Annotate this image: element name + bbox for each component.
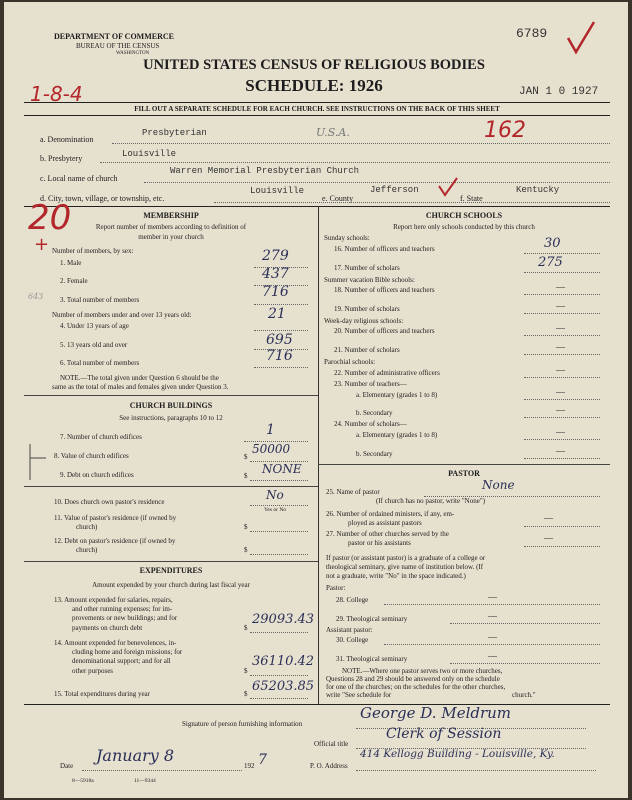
q17-value: 275 [538,255,563,270]
presbytery-label: b. Presbytery [40,154,83,163]
q21-line [524,354,600,355]
schools-rule [318,464,610,465]
date-label: Date [60,762,74,770]
q9-value: NONE [262,462,302,476]
membership-heading: MEMBERSHIP [143,211,199,220]
q31-label: 31. Theological seminary [336,655,408,663]
church-name-value: Warren Memorial Presbyterian Church [170,166,360,176]
city-name: WASHINGTON [116,51,150,56]
yes-or-no-hint: Yes or No [264,507,287,513]
denomination-line [112,143,610,144]
pastor-note-4: write "See schedule for [326,691,392,699]
q19-line [524,313,600,314]
county-check-mark [436,176,460,198]
id-section-rule [24,206,610,207]
q11-label-a: 11. Value of pastor's residence (if owned by [54,514,177,522]
q19-value: — [556,301,565,311]
q3-value: 716 [262,284,289,300]
body-bottom-rule [24,704,610,705]
pastor-note-1: NOTE.—Where one pastor serves two or more churches, [342,667,503,675]
q23b-label: b. Secondary [356,409,393,417]
q2-label: 2. Female [60,277,88,285]
q15-line [250,698,308,699]
church-name-label: c. Local name of church [40,174,118,183]
margin-arrow [26,442,50,482]
denomination-value: Presbyterian [142,128,207,138]
date-stamp: JAN 1 0 1927 [519,86,599,98]
q14-value: 36110.42 [252,654,315,669]
q12-label-b: church) [76,546,98,554]
q14-line-3: denominational support; and for all [72,657,171,665]
margin-pencil-643: 643 [28,292,44,301]
official-title-value: Clerk of Session [386,726,502,742]
date-year-printed: 192 [244,762,255,770]
margin-red-20: 20 [28,198,72,238]
q9-dollar: $ [244,472,248,480]
q28-label: 28. College [336,596,369,604]
q21-label: 21. Number of scholars [334,346,400,354]
q3-label: 3. Total number of members [60,296,140,304]
membership-note-2: same as the total of males and females given under Question 3. [52,383,229,391]
q11-label-b: church) [76,523,98,531]
q13-line-1: 13. Amount expended for salaries, repairs, [54,596,173,604]
q11-dollar: $ [244,523,248,531]
q20-line [524,335,600,336]
q7-label: 7. Number of church edifices [60,433,142,441]
date-year-hand: 7 [258,752,267,768]
q29-line [450,623,600,624]
grad-intro-1: If pastor (or assistant pastor) is a graduate of a college or [326,554,486,562]
presbytery-line [100,162,610,163]
q5-label: 5. 13 years old and over [60,341,128,349]
census-schedule-page [4,2,628,798]
q9-label: 9. Debt on church edifices [60,471,134,479]
q13-line-3: provements or new buildings; and for [72,614,178,622]
q3-line [254,304,308,305]
parochial-schools-label: Parochial schools: [324,358,376,366]
q12-line [250,554,308,555]
signature-value: George D. Meldrum [360,704,512,722]
q22-line [524,377,600,378]
county-value: Jefferson [370,185,419,195]
q14-line-1: 14. Amount expended for benevolences, in- [54,639,177,647]
q27-label-a: 27. Number of other churches served by the [326,530,449,538]
header-rule-top [24,102,610,103]
header-rule-bottom [24,115,610,116]
date-value: January 8 [96,746,175,765]
q6-label: 6. Total number of members [60,359,140,367]
pastor-note-3: for one of the churches; on the schedules for the other churches, [326,683,506,691]
q14-line [250,675,308,676]
q18-label: 18. Number of officers and teachers [334,286,435,294]
pastor-note-2: Questions 28 and 29 should be answered only on the schedule [326,675,500,683]
q30-value: — [488,632,497,642]
q12-dollar: $ [244,546,248,554]
red-check-mark [564,18,598,58]
schools-heading: CHURCH SCHOOLS [425,211,503,220]
q29-label: 29. Theological seminary [336,615,408,623]
q8-label: 8. Value of church edifices [54,452,129,460]
q21-value: — [556,342,565,352]
q16-line [524,253,600,254]
q13-line [250,632,308,633]
q25-note: (If church has no pastor, write "None") [376,497,486,505]
separate-schedule-instruction: FILL OUT A SEPARATE SCHEDULE FOR EACH CHURCH. SEE INSTRUCTIONS ON THE BACK OF THIS SHEET [134,105,500,113]
q17-line [524,272,600,273]
po-address-line [356,770,596,771]
q13-line-4: payments on church debt [72,624,143,632]
q10-line [250,505,308,506]
presbytery-value: Louisville [122,149,177,159]
grad-intro-2: theological seminary, give name of institution below. (If [326,563,484,571]
membership-rule [24,395,318,396]
q26-label-a: 26. Number of ordained ministers, if any, em- [326,510,455,518]
q6-line [254,367,308,368]
q13-dollar: $ [244,624,248,632]
state-value: Kentucky [516,185,560,195]
state-label: f. State [460,194,483,203]
expenditures-intro: Amount expended by your church during last fiscal year [92,581,250,589]
q31-line [450,663,600,664]
q10-value: No [266,488,284,502]
q22-label: 22. Number of administrative officers [334,369,440,377]
q10-label: 10. Does church own pastor's residence [54,498,165,506]
q24b-value: — [556,446,565,456]
church-name-line [144,182,610,183]
q28-line [384,604,600,605]
q13-line-2: and other running expenses; for im- [72,605,173,613]
q23b-line [524,417,600,418]
q24a-value: — [556,427,565,437]
q18-value: — [556,282,565,292]
margin-red-plus: + [34,234,50,255]
q26-value: — [544,513,553,523]
county-label: e. County [322,194,354,203]
summer-schools-label: Summer vacation Bible schools: [324,276,415,284]
membership-note-1: NOTE.—The total given under Question 6 should be the [60,374,219,382]
sunday-schools-label: Sunday schools: [324,234,370,242]
column-divider [318,206,319,704]
q25-label: 25. Name of pastor [326,488,380,496]
membership-intro-2: member in your church [138,233,204,241]
q20-value: — [556,323,565,333]
q15-dollar: $ [244,690,248,698]
form-title: UNITED STATES CENSUS OF RELIGIOUS BODIES [143,57,485,73]
q20-label: 20. Number of officers and teachers [334,327,435,335]
q23a-label: a. Elementary (grades 1 to 8) [356,391,438,399]
q11-line [250,531,308,532]
q7-value: 1 [266,422,275,438]
q15-value: 65203.85 [252,679,315,694]
q12-label-a: 12. Debt on pastor's residence (if owned by [54,537,176,545]
q1-label: 1. Male [60,259,82,267]
q24b-line [524,458,600,459]
debt-rule [24,486,318,487]
denomination-note: U.S.A. [316,126,350,139]
signature-label: Signature of person furnishing information [182,720,303,728]
q30-label: 30. College [336,636,369,644]
q24-label: 24. Number of scholars— [334,420,407,428]
q23a-value: — [556,387,565,397]
q13-value: 29093.43 [252,612,315,627]
q17-label: 17. Number of scholars [334,264,400,272]
q24a-label: a. Elementary (grades 1 to 8) [356,431,438,439]
q24a-line [524,439,600,440]
red-code: 1-8-4 [30,82,83,106]
q30-line [384,644,600,645]
q29-value: — [488,611,497,621]
q14-line-4: other purposes [72,667,114,675]
q4-label: 4. Under 13 years of age [60,322,129,330]
q27-label-b: pastor or his assistants [348,539,411,547]
form-number-2: 11—9344 [134,778,156,784]
age-intro: Number of members under and over 13 years old: [52,311,192,319]
by-sex-label: Number of members, by sex: [52,247,134,255]
q24b-label: b. Secondary [356,450,393,458]
pastor-note-5: church." [512,691,536,699]
q4-value: 21 [268,306,286,322]
q19-label: 19. Number of scholars [334,305,400,313]
pastor-heading: PASTOR [448,469,480,478]
expenditures-heading: EXPENDITURES [139,566,203,575]
q23a-line [524,399,600,400]
q16-value: 30 [544,236,561,251]
denomination-red-code: 162 [484,118,526,143]
pastor-sub-label: Pastor: [326,584,346,592]
q16-label: 16. Number of officers and teachers [334,245,435,253]
q8-value: 50000 [252,442,291,456]
q4-line [254,330,308,331]
membership-intro-1: Report number of members according to definition of [95,223,247,231]
q8-dollar: $ [244,453,248,461]
q26-label-b: ployed as assistant pastors [348,519,422,527]
q2-value: 437 [262,266,289,282]
q31-value: — [488,651,497,661]
assistant-pastor-label: Assistant pastor: [326,626,373,634]
q9-line [250,480,308,481]
po-address-value: 414 Kellogg Building - Louisville, Ky. [360,748,555,760]
q5-value: 695 [266,332,293,348]
q14-dollar: $ [244,667,248,675]
schools-intro: Report here only schools conducted by this church [393,223,535,231]
denomination-label: a. Denomination [40,135,94,144]
q27-value: — [544,533,553,543]
date-line [82,770,242,771]
form-number: 8—5918a [72,778,94,784]
dept-name: DEPARTMENT OF COMMERCE [54,32,175,41]
buildings-heading: CHURCH BUILDINGS [129,401,213,410]
buildings-instruction: See instructions, paragraphs 10 to 12 [119,414,223,422]
serial-number: 6789 [516,26,548,41]
q23b-value: — [556,405,565,415]
grad-intro-3: not a graduate, write "No" in the space indicated.) [326,572,466,580]
buildings-rule [24,561,318,562]
q14-line-2: cluding home and foreign missions; for [72,648,183,656]
city-line [214,202,610,203]
city-value: Louisville [250,186,305,196]
city-label: d. City, town, village, or township, etc. [40,194,165,203]
official-title-label: Official title [314,740,349,748]
form-subtitle: SCHEDULE: 1926 [245,76,383,95]
po-address-label: P. O. Address [310,762,348,770]
weekday-schools-label: Week-day religious schools: [324,317,404,325]
q23-label: 23. Number of teachers— [334,380,407,388]
q25-value: None [482,478,515,492]
q22-value: — [556,365,565,375]
bureau-name: BUREAU OF THE CENSUS [76,42,160,50]
q26-line [524,526,600,527]
q1-value: 279 [262,248,289,264]
q27-line [524,546,600,547]
q15-label: 15. Total expenditures during year [54,690,150,698]
q28-value: — [488,592,497,602]
q6-value: 716 [266,348,293,364]
q18-line [524,294,600,295]
